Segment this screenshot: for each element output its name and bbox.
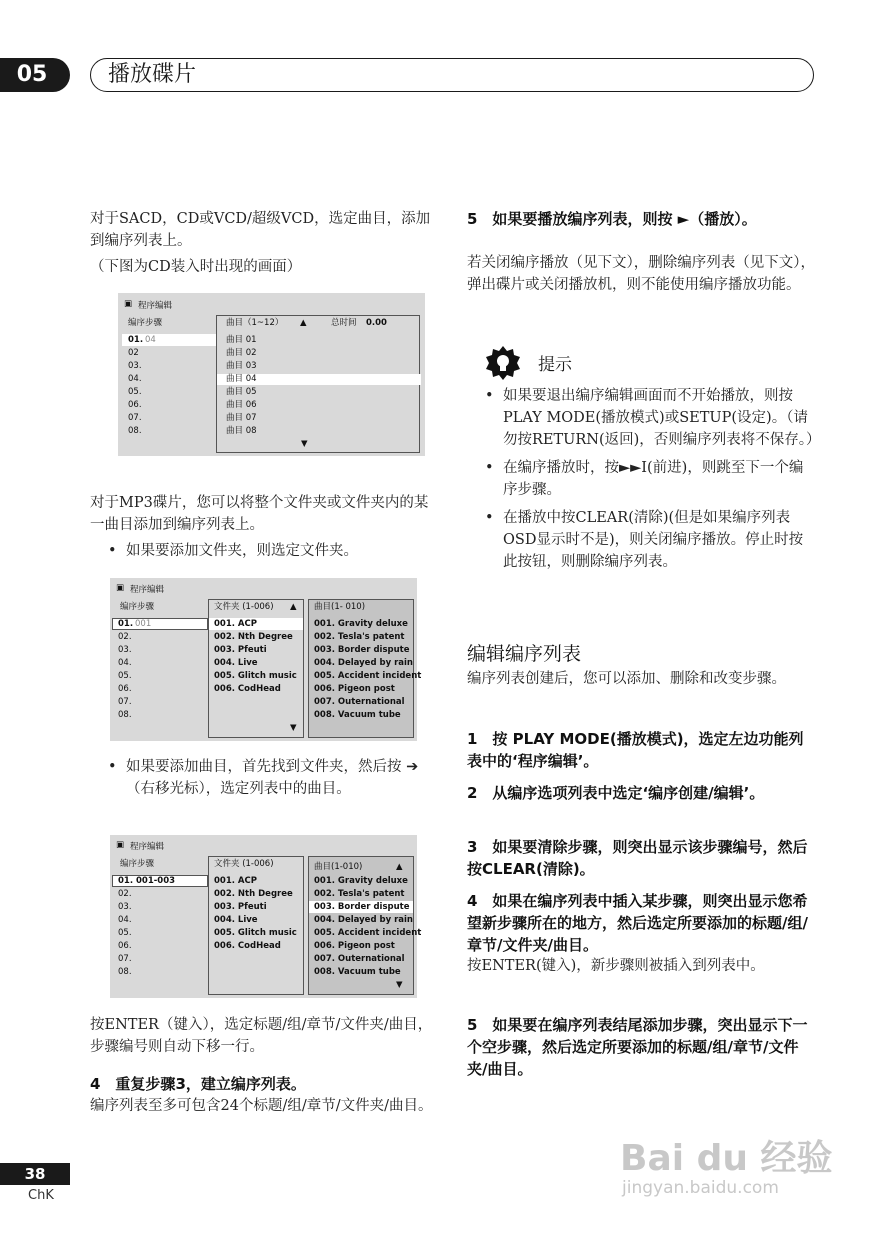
step-item[interactable]: 07. [128, 413, 142, 423]
track-item[interactable]: 曲目 06 [226, 400, 257, 410]
edit-step-3: 3 如果要清除步骤，则突出显示该步骤编号，然后按CLEAR(清除)。 [467, 838, 808, 878]
track-item[interactable]: 曲目 01 [226, 335, 257, 345]
program-icon: ▣ [124, 299, 133, 309]
mp3-folder-screen [110, 578, 422, 741]
track-item[interactable]: 003. Border dispute [314, 902, 410, 912]
track-item[interactable]: 曲目 02 [226, 348, 257, 358]
track-item[interactable]: 曲目 05 [226, 387, 257, 397]
chapter-number: 05 [0, 58, 70, 92]
section-title: 编辑编序列表 [467, 643, 582, 665]
track-item[interactable]: 曲目 08 [226, 426, 257, 436]
tip-item: • 在播放中按CLEAR(清除)(但是如果编序列表OSD显示时不是)，则关闭编序播放。停止时按此按钮，则删除编序列表。 [485, 507, 815, 573]
watermark-url: jingyan.baidu.com [622, 1178, 779, 1198]
edit-step-5: 5 如果要在编序列表结尾添加步骤，突出显示下一个空步骤，然后选定所要添加的标题/组/章节/文件夹/曲目。 [467, 1016, 808, 1078]
step-item[interactable]: 02. [118, 632, 132, 642]
track-item[interactable]: 004. Delayed by rain [314, 658, 413, 668]
folder-item[interactable]: 003. Pfeuti [214, 645, 267, 655]
down-arrow-icon: ▼ [301, 439, 308, 449]
screen-note: （下图为CD装入时出现的画面） [90, 259, 302, 275]
step-item[interactable]: 02. [118, 889, 132, 899]
screen-title: 程序编辑 [130, 585, 165, 595]
folder-item[interactable]: 002. Nth Degree [214, 889, 293, 899]
step-item[interactable]: 05. [128, 387, 142, 397]
step-item[interactable]: 07. [118, 954, 132, 964]
edit-step-4: 4 如果在编序列表中插入某步骤，则突出显示您希望新步骤所在的地方，然后选定所要添加的标题/组/章节/文件夹/曲目。 [467, 892, 808, 954]
folder-item[interactable]: 004. Live [214, 915, 258, 925]
folder-item[interactable]: 006. CodHead [214, 684, 281, 694]
step5-heading: 5 如果要播放编序列表，则按 ►（播放）。 [467, 210, 757, 228]
track-item[interactable]: 004. Delayed by rain [314, 915, 413, 925]
tracks-header: 曲目(1-010) [314, 862, 363, 872]
chapter-title: 播放碟片 [108, 62, 197, 87]
track-item[interactable]: 曲目 03 [226, 361, 257, 371]
edit-step-2: 2 从编序选项列表中选定‘编序创建/编辑’。 [467, 784, 765, 802]
up-arrow-icon: ▲ [300, 318, 307, 328]
track-item[interactable]: 005. Accident incident [314, 671, 422, 681]
mp3-track-screen [110, 835, 422, 998]
track-item[interactable]: 008. Vacuum tube [314, 967, 401, 977]
step-item[interactable]: 03. [118, 902, 132, 912]
step-item[interactable]: 01. [118, 619, 134, 629]
step-item[interactable]: 04. [118, 915, 132, 925]
tracks-header: 曲目（1~12） [226, 318, 284, 328]
tip-title: 提示 [538, 355, 572, 375]
track-item[interactable]: 008. Vacuum tube [314, 710, 401, 720]
step-item[interactable]: 06. [128, 400, 142, 410]
section-intro: 编序列表创建后，您可以添加、删除和改变步骤。 [467, 671, 786, 687]
folder-item[interactable]: 001. ACP [214, 619, 257, 629]
folder-item[interactable]: 003. Pfeuti [214, 902, 267, 912]
bullet-add-folder [108, 540, 438, 562]
screen-title: 程序编辑 [138, 301, 173, 311]
step-item[interactable]: 03. [128, 361, 142, 371]
step5-body: 若关闭编序播放（见下文），删除编序列表（见下文），弹出碟片或关闭播放机，则不能使用编序播放功能。 [467, 255, 815, 293]
tip-item: • 在编序播放时，按►►I(前进)，则跳至下一个编序步骤。 [485, 457, 815, 501]
step-item[interactable]: 04. [118, 658, 132, 668]
tracks-header: 曲目(1- 010) [314, 602, 366, 612]
track-item[interactable]: 003. Border dispute [314, 645, 410, 655]
step-item[interactable]: 08. [118, 967, 132, 977]
track-item[interactable]: 005. Accident incident [314, 928, 422, 938]
up-arrow-icon: ▲ [290, 602, 297, 612]
bullet-add-track [108, 756, 438, 800]
tips-list [485, 385, 821, 573]
bullet-text: • 如果要添加曲目，首先找到文件夹，然后按 ➔（右移光标），选定列表中的曲目。 [108, 756, 438, 800]
step-item[interactable]: 05. [118, 671, 132, 681]
steps-label: 编序步骤 [120, 859, 155, 869]
step4-body: 编序列表至多可包含24个标题/组/章节/文件夹/曲目。 [90, 1098, 433, 1114]
step-item[interactable]: 06. [118, 941, 132, 951]
program-icon: ▣ [116, 583, 125, 593]
steps-label: 编序步骤 [128, 318, 163, 328]
folder-item[interactable]: 005. Glitch music [214, 671, 297, 681]
program-icon: ▣ [116, 840, 125, 850]
steps-label: 编序步骤 [120, 602, 155, 612]
track-item[interactable]: 002. Tesla's patent [314, 889, 405, 899]
track-item[interactable]: 002. Tesla's patent [314, 632, 405, 642]
step-item[interactable]: 01. 001-003 [118, 876, 176, 886]
track-item[interactable]: 曲目 04 [226, 374, 257, 384]
track-item[interactable]: 006. Pigeon post [314, 941, 395, 951]
track-item[interactable]: 曲目 07 [226, 413, 257, 423]
step-item[interactable]: 04. [128, 374, 142, 384]
tip-icon [485, 345, 521, 381]
track-item[interactable]: 007. Outernational [314, 954, 405, 964]
folder-item[interactable]: 006. CodHead [214, 941, 281, 951]
step-item[interactable]: 01. [128, 335, 144, 345]
watermark-logo: Bai du 经验 [620, 1138, 833, 1179]
total-time-value: 0.00 [366, 318, 387, 328]
step-item[interactable]: 08. [128, 426, 142, 436]
step-item[interactable]: 02 [128, 348, 139, 358]
chapter-title-frame [90, 58, 814, 92]
edit-step-4-extra: 按ENTER(键入)，新步骤则被插入到列表中。 [467, 958, 765, 974]
total-time-label: 总时间 [331, 318, 357, 328]
enter-instruction: 按ENTER（键入），选定标题/组/章节/文件夹/曲目，步骤编号则自动下移一行。 [90, 1017, 433, 1055]
track-item[interactable]: 001. Gravity deluxe [314, 619, 408, 629]
page-number: 38 [0, 1163, 70, 1185]
step-selected-value: 001 [135, 619, 152, 629]
step-item[interactable]: 03. [118, 645, 132, 655]
step-item[interactable]: 06. [118, 684, 132, 694]
folders-header: 文件夹 (1-006) [214, 859, 274, 869]
step-item[interactable]: 05. [118, 928, 132, 938]
folder-item[interactable]: 004. Live [214, 658, 258, 668]
edit-step-1: 1 按 PLAY MODE(播放模式)，选定左边功能列表中的‘程序编辑’。 [467, 730, 804, 770]
step-selected-value: 04 [145, 335, 156, 345]
step-item[interactable]: 08. [118, 710, 132, 720]
tip-item: • 如果要退出编序编辑画面而不开始播放，则按PLAY MODE(播放模式)或SETUP(设定)。（请勿按RETURN(返回)，否则编序列表将不保存。） [485, 385, 815, 451]
screen-title: 程序编辑 [130, 842, 165, 852]
intro-mp3-text: 对于MP3碟片，您可以将整个文件夹或文件夹内的某一曲目添加到编序列表上。 [90, 495, 429, 533]
bullet-text: • 如果要添加文件夹，则选定文件夹。 [108, 540, 438, 562]
down-arrow-icon: ▼ [290, 723, 297, 733]
down-arrow-icon: ▼ [396, 980, 403, 990]
folder-item[interactable]: 002. Nth Degree [214, 632, 293, 642]
language-code: ChK [28, 1188, 54, 1203]
track-item[interactable]: 007. Outernational [314, 697, 405, 707]
track-item[interactable]: 001. Gravity deluxe [314, 876, 408, 886]
folder-item[interactable]: 005. Glitch music [214, 928, 297, 938]
folders-header: 文件夹 (1-006) [214, 602, 274, 612]
track-item[interactable]: 006. Pigeon post [314, 684, 395, 694]
folder-item[interactable]: 001. ACP [214, 876, 257, 886]
cd-program-screen [118, 293, 425, 456]
intro-cd-text: 对于SACD，CD或VCD/超级VCD，选定曲目，添加到编序列表上。 [90, 211, 431, 249]
up-arrow-icon: ▲ [396, 862, 403, 872]
step-item[interactable]: 07. [118, 697, 132, 707]
step4-heading: 4 重复步骤3，建立编序列表。 [90, 1075, 306, 1093]
